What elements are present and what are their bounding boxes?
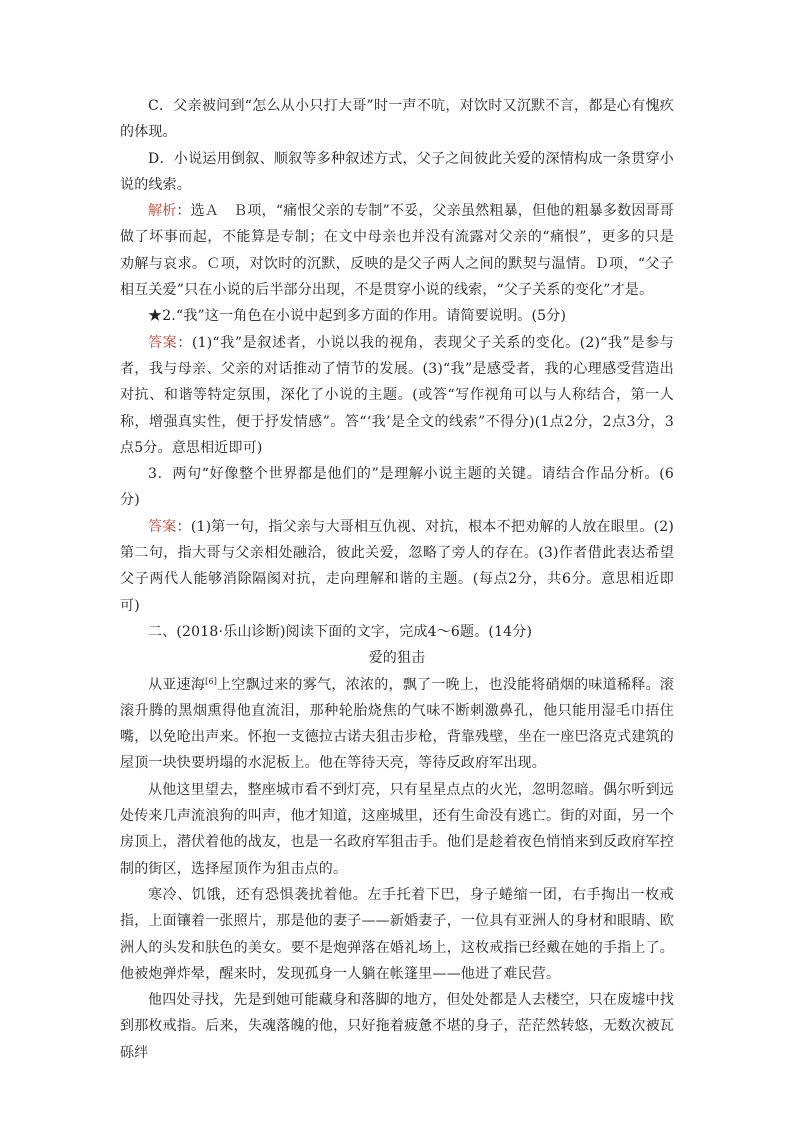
story-paragraph-3: 寒冷、饥饿，还有恐惧袭扰着他。左手托着下巴，身子蜷缩一团，右手掏出一枚戒指，上面镶着一张照片，那是他的妻子——新婚妻子，一位具有亚洲人的身材和眼睛、欧洲人的头发和肤色的美女。要不是炮弹落在婚礼场上，这枚戒指已经戴在她的手指上了。他被炮弹炸晕，醒来时，发现孤身一人躺在帐篷里——他进了难民营。 <box>120 886 674 982</box>
answer-3-label: 答案 <box>148 518 177 535</box>
story-paragraph-2: 从他这里望去，整座城市看不到灯亮，只有星星点点的火光，忽明忽暗。偶尔听到远处传来几声流浪狗的叫声，他才知道，这座城里，还有生命没有逃亡。街的对面，另一个房顶上，潜伏着他的战友，也是一名政府军狙击手。他们是趁着夜色悄悄来到反政府军控制的街区，选择屋顶作为狙击点的。 <box>120 781 674 877</box>
analysis-text: ：选Ａ Ｂ项，“痛恨父亲的专制”不妥，父亲虽然粗暴，但他的粗暴多数因哥哥做了坏事而起，不能算是专制；在文中母亲也并没有流露对父亲的“痛恨”，更多的只是劝解与哀求。Ｃ项，对饮时的沉默，反映的是父子两人之间的默契与温情。Ｄ项，“父子相互关爱”只在小说的后半部分出现，不是贯穿小说的线索，“父子关系的变化”才是。 <box>120 203 674 299</box>
option-d: D．小说运用倒叙、顺叙等多种叙述方式，父子之间彼此关爱的深情构成一条贯穿小说的线索。 <box>120 150 674 193</box>
question-3: 3．两句“好像整个世界都是他们的”是理解小说主题的关键。请结合作品分析。(6分) <box>120 466 674 509</box>
section-2-heading: 二、(2018·乐山诊断)阅读下面的文字，完成4～6题。(14分) <box>148 623 533 640</box>
document-page <box>120 93 674 1066</box>
para1-start: 从亚速海 <box>148 676 206 693</box>
analysis-label: 解析 <box>148 203 177 220</box>
story-paragraph-4: 他四处寻找，先是到她可能藏身和落脚的地方，但处处都是人去楼空，只在废墟中找到那枚戒指。后来，失魂落魄的他，只好拖着疲惫不堪的身子，茫茫然转悠，无数次被瓦砾绊 <box>120 992 674 1061</box>
answer-2-label: 答案 <box>148 334 178 351</box>
footnote-marker: [6] <box>205 676 218 686</box>
question-2: ★2.“我”这一角色在小说中起到多方面的作用。请简要说明。(5分) <box>148 308 567 325</box>
story-title: 爱的狙击 <box>368 650 426 667</box>
analysis-paragraph <box>120 198 674 303</box>
option-c: C．父亲被问到“怎么从小只打大哥”时一声不吭，对饮时又沉默不言，都是心有愧疚的体现。 <box>120 98 674 141</box>
answer-2-text: ：(1)“我”是叙述者，小说以我的视角，表现父子关系的变化。(2)“我”是参与者，我与母亲、父亲的对话推动了情节的发展。(3)“我”是感受者，我的心理感受营造出对抗、和谐等特定氛围，深化了小说的主题。(或答“写作视角可以与人称结合，第一人称，增强真实性，便于抒发情感”。答“‘我’是全文的线索”不得分)(1点2分，2点3分，3点5分。意思相近即可) <box>120 334 674 456</box>
answer-2-paragraph <box>120 330 674 461</box>
answer-3-paragraph <box>120 514 674 619</box>
para1-rest: 上空飘过来的雾气，浓浓的，飘了一晚上，也没能将硝烟的味道稀释。滚滚升腾的黑烟熏得他直流泪，那种轮胎烧焦的气味不断刺激鼻孔，他只能用湿毛巾捂住嘴，以免呛出声来。怀抱一支德拉古诺夫狙击步枪，背靠残壁，坐在一座巴洛克式建筑的屋顶一块快要坍塌的水泥板上。他在等待天亮，等待反政府军出现。 <box>120 676 674 772</box>
story-paragraph-1 <box>120 672 674 777</box>
answer-3-text: ：(1)第一句，指父亲与大哥相互仇视、对抗，根本不把劝解的人放在眼里。(2)第二句，指大哥与父亲相处融洽，彼此关爱，忽略了旁人的存在。(3)作者借此表达希望父子两代人能够消除隔阂对抗，走向理解和谐的主题。(每点2分，共6分。意思相近即可) <box>120 518 675 614</box>
